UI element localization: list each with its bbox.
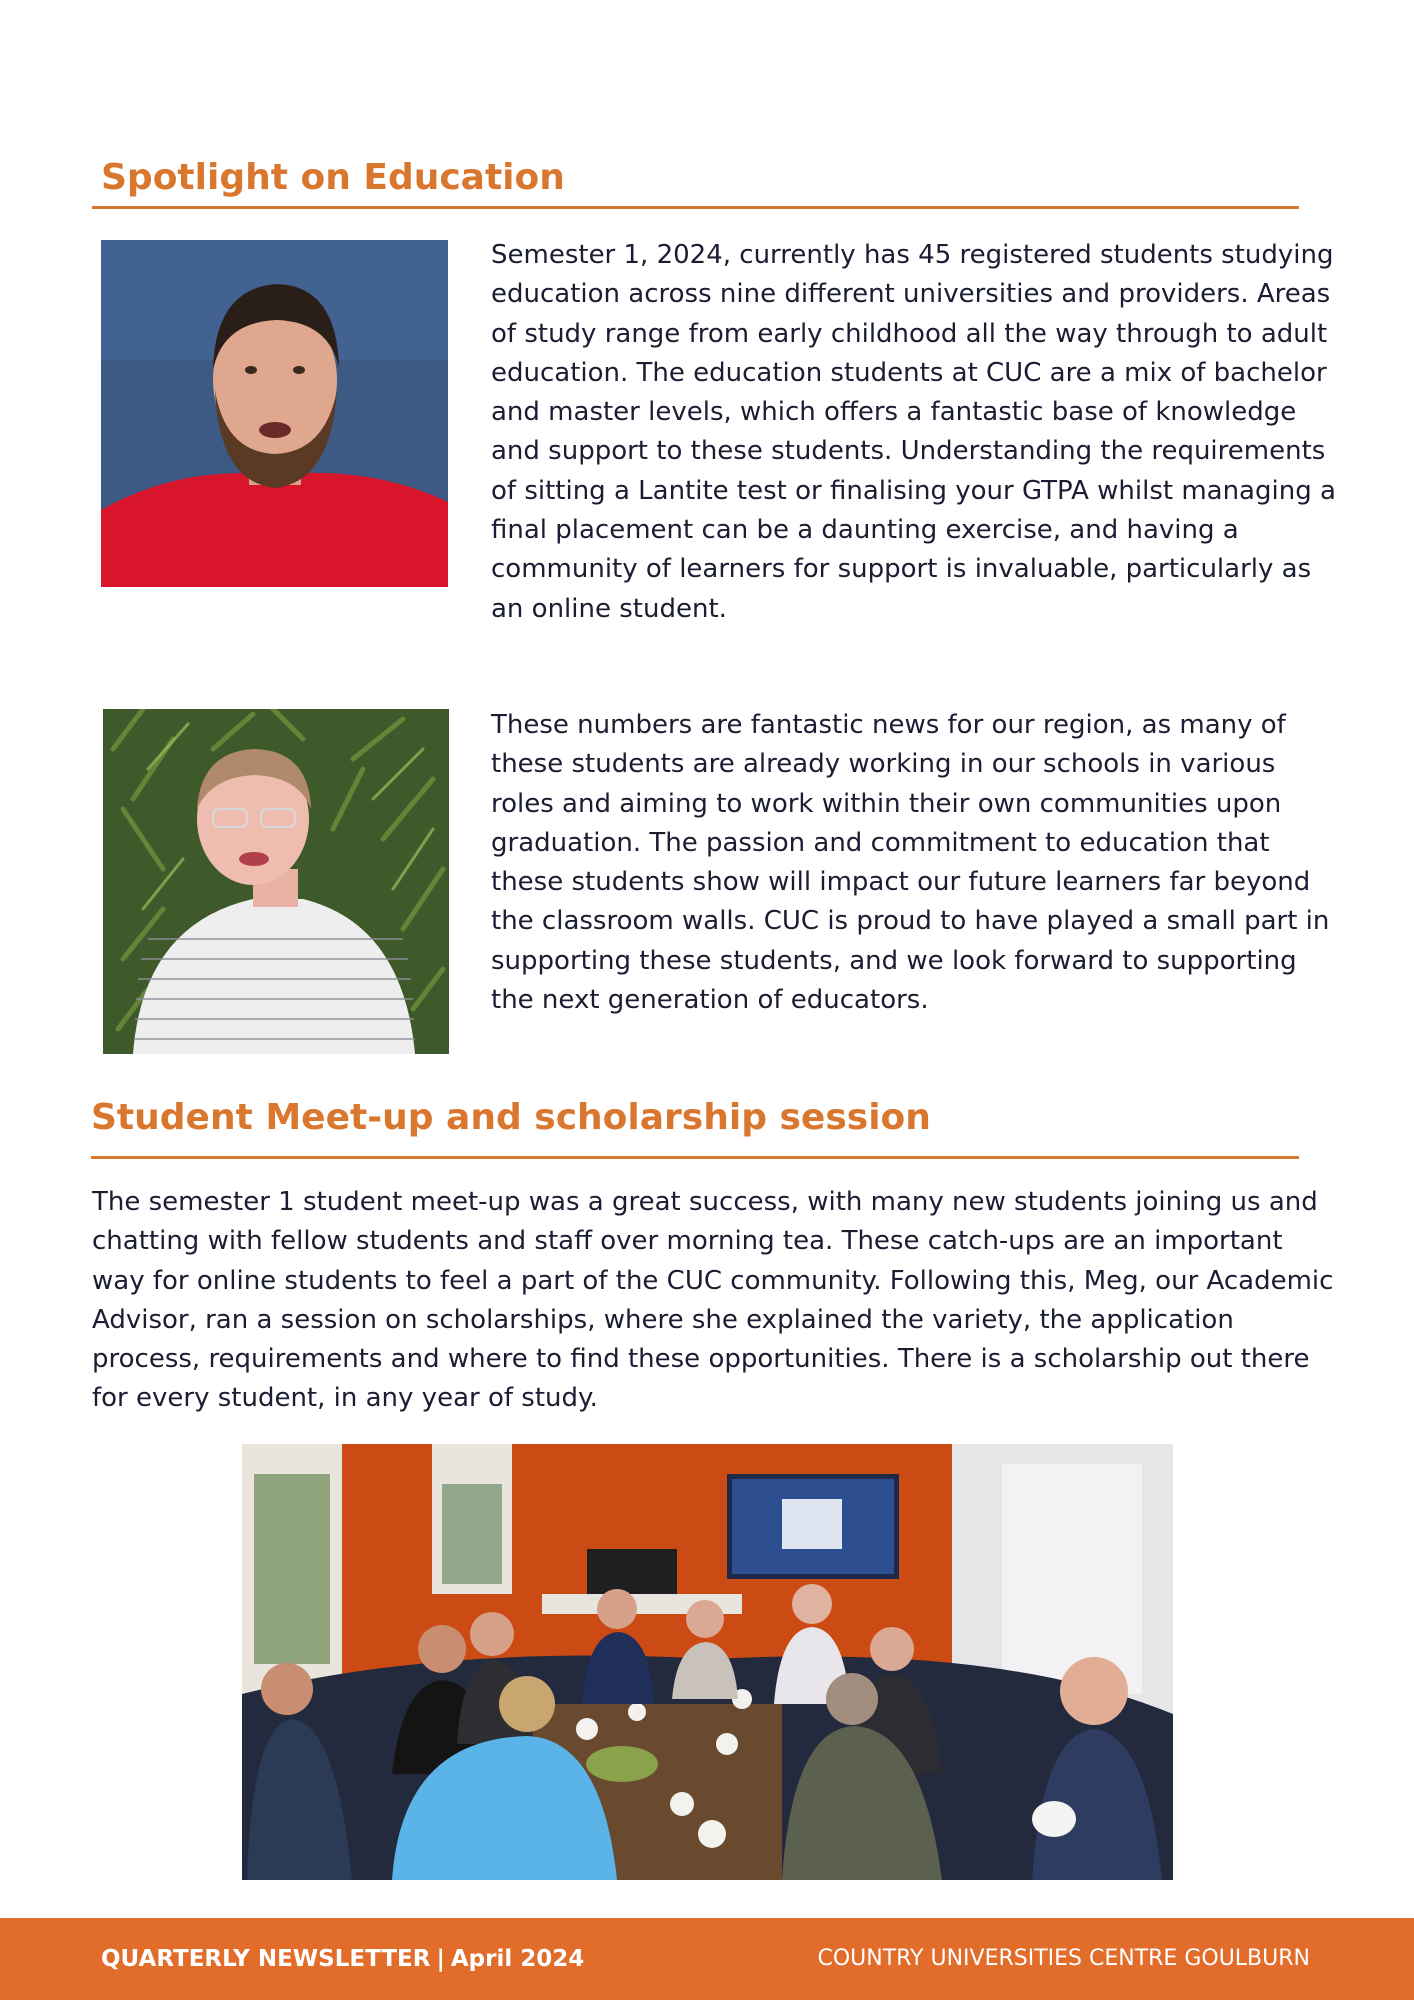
footer-organisation: COUNTRY UNIVERSITIES CENTRE GOULBURN bbox=[817, 1946, 1310, 1971]
heading-rule bbox=[91, 1156, 1299, 1159]
footer-bar bbox=[0, 1918, 1414, 2000]
section-heading-meetup: Student Meet-up and scholarship session bbox=[91, 1097, 931, 1138]
footer-separator: | bbox=[436, 1946, 445, 1972]
section-heading-spotlight: Spotlight on Education bbox=[101, 157, 565, 198]
footer-newsletter-title: QUARTERLY NEWSLETTER bbox=[101, 1946, 431, 1972]
education-paragraph-1: Semester 1, 2024, currently has 45 registered students studying education across nine different universities and providers. Areas of study range from early childhood all the way through to adult education. The education students at CUC are a mix of bachelor and master levels, which offers a fantastic base of knowledge and support to these students. Understanding the requirements of sitting a Lantite test or finalising your GTPA whilst managing a final placement can be a daunting exercise, and having a community of learners for support is invaluable, particularly as an online student. bbox=[491, 240, 1336, 624]
footer-newsletter-label bbox=[101, 1943, 584, 1975]
student-photo-woman bbox=[103, 709, 449, 1054]
education-paragraph-2: These numbers are fantastic news for our region, as many of these students are already working in our schools in various roles and aiming to work within their own communities upon graduation. The passion and commitment to education that these students show will impact our future learners far beyond the classroom walls. CUC is proud to have played a small part in supporting these students, and we look forward to supporting the next generation of educators. bbox=[491, 710, 1330, 1016]
footer-date: April 2024 bbox=[450, 1946, 585, 1972]
heading-rule bbox=[92, 206, 1299, 209]
meetup-group-photo bbox=[242, 1444, 1173, 1880]
meetup-paragraph: The semester 1 student meet-up was a great success, with many new students joining us and chatting with fellow students and staff over morning tea. These catch-ups are an important way for online students to feel a part of the CUC community. Following this, Meg, our Academic Advisor, ran a session on scholarships, where she explained the variety, the application process, requirements and where to find these opportunities. There is a scholarship out there for every student, in any year of study. bbox=[92, 1187, 1334, 1414]
student-photo-man bbox=[101, 240, 448, 587]
